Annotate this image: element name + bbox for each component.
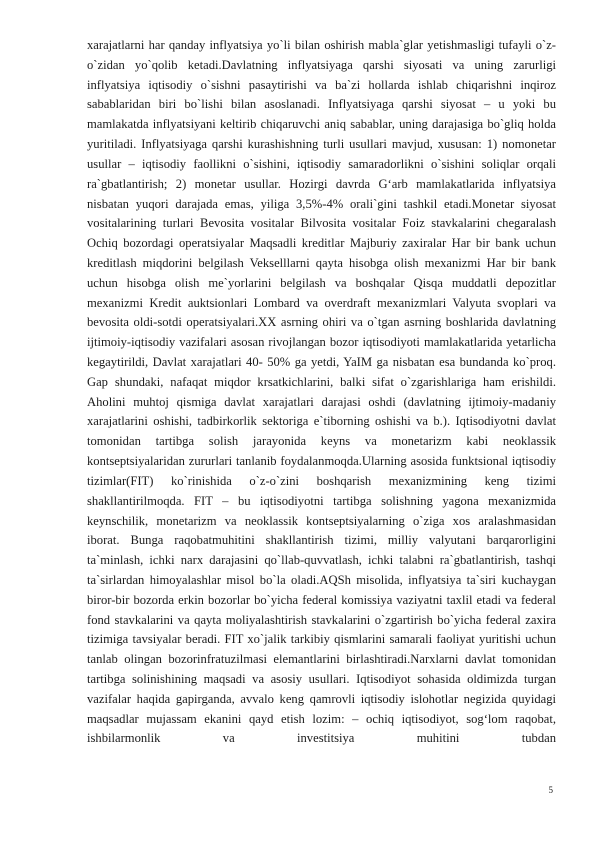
page-number: 5 [548,785,553,795]
body-paragraph: xarajatlarni har qanday inflyatsiya yo`li bilan oshirish mabla`glar yetishmasligi tufayli o`z-o`zidan yo`qolib ketadi.Davlatning inflyatsiyaga qarshi siyosati va uning zarurligi inflyatsiya iqtisodiy o`sishni pasaytirishi va ba`zi hollarda ishlab chiqarishni inqiroz sabablaridan biri bo`lishi bilan asoslanadi. Inflyatsiyaga qarshi siyosat – u yoki bu mamlakatda inflyatsiyani keltirib chiqaruvchi aniq sabablar, uning darajasiga bo`gliq holda yuritiladi. Inflyatsiyaga qarshi kurashishning turli usullari mavjud, xususan: 1) nomonetar usullar – iqtisodiy faollikni o`sishini, iqtisodiy samaradorlikni o`sishini soliqlar orqali ra`gbatlantirish; 2) monetar usullar. Hozirgi davrda G‘arb mamlakatlarida inflyatsiya nisbatan yuqori darajada emas, yiliga 3,5%-4% orali`gini tashkil etadi.Monetar siyosat vositalarining turlari Bevosita vositalar Bilvosita vositalar Foiz stavkalarini chegaralash Ochiq bozordagi operatsiyalar Maqsadli kreditlar Majburiy zaxiralar Har bir bank uchun kreditlash miqdorini belgilash Vekselllarni qayta hisobga olish mexanizmi Har bir bank uchun hisobga olish me`yorlarini belgilash va boshqalar Qisqa muddatli depozitlar mexanizmi Kredit auktsionlari Lombard va overdraft mexanizmlari Valyuta svoplari va bevosita oldi-sotdi operatsiyalari.XX asrning ohiri va o`tgan asrning boshlarida davlatning ijtimoiy-iqtisodiy vazifalari asosan rivojlangan bozor iqtisodiyoti mamlakatlarida yetarlicha kegaytirildi, Davlat xarajatlari 40- 50% ga yetdi, YaIM ga nisbatan esa bundanda ko`proq. Gap shundaki, nafaqat miqdor krsatkichlarini, balki sifat o`zgarishlariga ham erishildi. Aholini muhtoj qismiga davlat xarajatlari darajasi oshdi (davlatning ijtimoiy-madaniy xarajatlarini oshishi, tadbirkorlik sektoriga e`tiborning oshishi va b.). Iqtisodiyotni davlat tomonidan tartibga solish jarayonida keyns va monetarizm kabi neoklassik kontseptsiyalaridan zururlari tanlanib foydalanmoqda.Ularning asosida funktsional iqtisodiy tizimlar(FIT) ko`rinishida o`z-o`zini boshqarish mexanizmining keng tizimi shakllantirilmoqda. FIT – bu iqtisodiyotni tartibga solishning yagona mexanizmida keynschilik, monetarizm va neoklassik kontseptsiyalarning o`ziga xos aralashmasidan iborat. Bunga raqobatmuhitini shakllantirish tizimi, milliy valyutani barqarorligini ta`minlash, ichki narx darajasini qo`llab-quvvatlash, ichki talabni ra`gbatlantirish, tashqi ta`sirlardan himoyalashlar misol bo`la oladi.AQSh misolida, inflyatsiya ta`siri kuchaygan biror-bir bozorda erkin bozorlar bo`yicha federal komissiya vaziyatni taxlil etadi va federal fond stavkalarini va qayta moliyalashtirish stavkalarini o`zgartirish bo`yicha federal zaxira tizimiga tavsiyalar beradi. FIT xo`jalik tarkibiy qismlarini samarali faoliyat yuritishi uchun tanlab olingan bozorinfratuzilmasi elemantlarini birlashtiradi.Narxlarni davlat tomonidan tartibga solinishining maqsadi va asosiy usullari. Iqtisodiyot sohasida oldimizda turgan vazifalar haqida gapirganda, avvalo keng qamrovli iqtisodiy islohotlar negizida quyidagi maqsadlar mujassam ekanini qayd etish lozim: – ochiq iqtisodiyot, sog‘lom raqobat, ishbilarmonlik va investitsiya muhitini tubdan [87,38,556,746]
